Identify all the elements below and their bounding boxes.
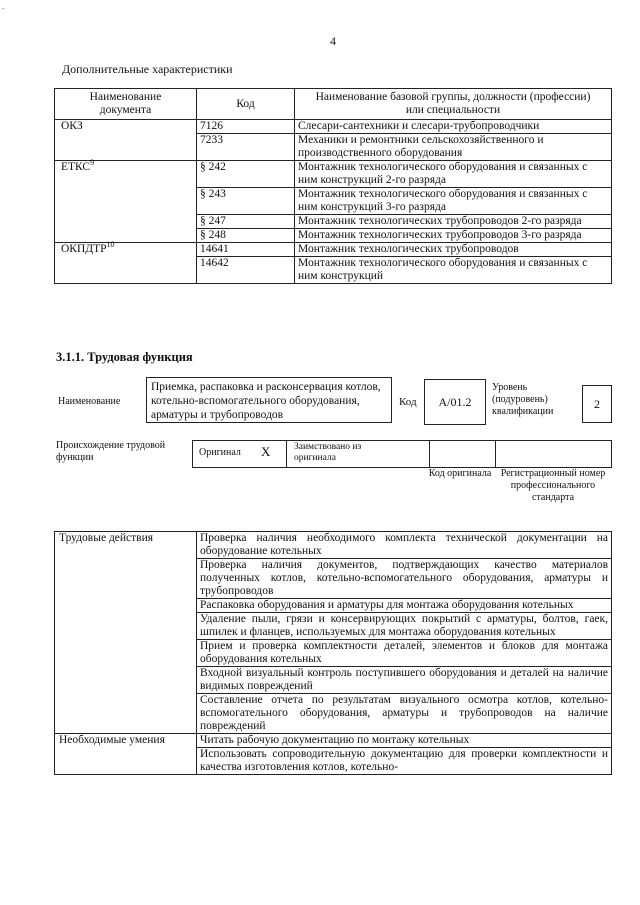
- group-name-cell: Слесари-сантехники и слесари-трубопроводчики: [295, 120, 612, 134]
- additional-characteristics-table: [54, 88, 612, 284]
- name-label: Наименование: [58, 396, 121, 407]
- doc-name-cell: [55, 120, 197, 161]
- doc-footnote-ref: 9: [90, 158, 95, 168]
- scan-mark: `: [1, 6, 13, 15]
- original-mark: X: [261, 444, 271, 459]
- group-name-cell: Монтажник технологического оборудования и связанных с ним конструкций 2-го разряда: [295, 161, 612, 188]
- level-label: Уровень (подуровень) квалификации: [492, 382, 554, 417]
- original-label: Оригинал: [199, 447, 241, 458]
- item-cell: Составление отчета по результатам визуального осмотра котлов, котельно-вспомогательного оборудования, арматуры и трубопроводов на наличие повреждений: [197, 694, 612, 734]
- group-name-cell: Монтажник технологического оборудования и связанных с ним конструкций 3-го разряда: [295, 188, 612, 215]
- code-cell: 7126: [197, 120, 295, 134]
- function-name-value: Приемка, распаковка и расконсервация котлов, котельно-вспомогательного оборудования, арматуры и трубопроводов: [146, 377, 392, 423]
- code-label: Код: [399, 396, 417, 408]
- section-subtitle: Дополнительные характеристики: [62, 62, 233, 76]
- doc-name: ЕТКС: [61, 161, 91, 173]
- code-cell: § 248: [197, 229, 295, 243]
- origin-box: [192, 440, 612, 468]
- code-cell: § 242: [197, 161, 295, 188]
- function-code-value: A/01.2: [424, 379, 486, 425]
- item-cell: Прием и проверка комплектности деталей, элементов и блоков для монтажа оборудования котельных: [197, 640, 612, 667]
- item-cell: Удаление пыли, грязи и консервирующих покрытий с арматуры, болтов, гаек, шпилек и фланцев, используемых для монтажа оборудования котельных: [197, 613, 612, 640]
- group-name-cell: Механики и ремонтники сельскохозяйственного и производственного оборудования: [295, 134, 612, 161]
- code-original-caption: Код оригинала: [428, 468, 492, 479]
- borrowed-label: Заимствовано из оригинала: [294, 442, 362, 463]
- doc-name-cell: [55, 240, 197, 284]
- origin-divider: [286, 441, 287, 467]
- doc-name: ОКЗ: [61, 120, 83, 132]
- item-cell: Проверка наличия необходимого комплекта технической документации на оборудование котельных: [197, 532, 612, 559]
- code-cell: 14642: [197, 257, 295, 284]
- group-name-cell: Монтажник технологического оборудования и связанных с ним конструкций: [295, 257, 612, 284]
- header-code: Код: [197, 89, 295, 120]
- category-cell: Трудовые действия: [55, 532, 197, 734]
- table-row: [55, 120, 612, 134]
- header-group-name: Наименование базовой группы, должности (профессии) или специальности: [295, 89, 612, 120]
- origin-label: Происхождение трудовой функции: [56, 440, 166, 463]
- group-name-cell: Монтажник технологических трубопроводов 2-го разряда: [295, 215, 612, 229]
- reg-number-caption: Регистрационный номер профессионального стандарта: [500, 468, 606, 503]
- table-row: [55, 734, 612, 748]
- table-row: [55, 532, 612, 559]
- labor-function-title: 3.1.1. Трудовая функция: [56, 350, 193, 364]
- labor-actions-table: [54, 531, 612, 775]
- group-name-cell: Монтажник технологических трубопроводов 3-го разряда: [295, 229, 612, 243]
- header-doc-name: Наименование документа: [55, 89, 197, 120]
- origin-divider: [495, 441, 496, 467]
- item-cell: Проверка наличия документов, подтверждающих качество материалов полученных котлов, котельно-вспомогательного оборудования, арматуры и трубопроводов: [197, 559, 612, 599]
- item-cell: Читать рабочую документацию по монтажу котельных: [197, 734, 612, 748]
- origin-divider: [429, 441, 430, 467]
- table-row: [55, 161, 612, 188]
- code-cell: § 247: [197, 215, 295, 229]
- doc-name-cell: [55, 158, 197, 243]
- doc-name: ОКПДТР: [61, 243, 107, 255]
- doc-footnote-ref: 10: [106, 240, 115, 250]
- level-value: 2: [582, 385, 612, 423]
- page-number: 4: [330, 34, 336, 48]
- code-cell: 14641: [197, 243, 295, 257]
- group-name-cell: Монтажник технологических трубопроводов: [295, 243, 612, 257]
- category-cell: Необходимые умения: [55, 734, 197, 775]
- item-cell: Использовать сопроводительную документацию для проверки комплектности и качества изготовления котлов, котельно-: [197, 748, 612, 775]
- code-cell: § 243: [197, 188, 295, 215]
- item-cell: Распаковка оборудования и арматуры для монтажа оборудования котельных: [197, 599, 612, 613]
- code-cell: 7233: [197, 134, 295, 161]
- item-cell: Входной визуальный контроль поступившего оборудования и деталей на наличие видимых повреждений: [197, 667, 612, 694]
- table-row: [55, 243, 612, 257]
